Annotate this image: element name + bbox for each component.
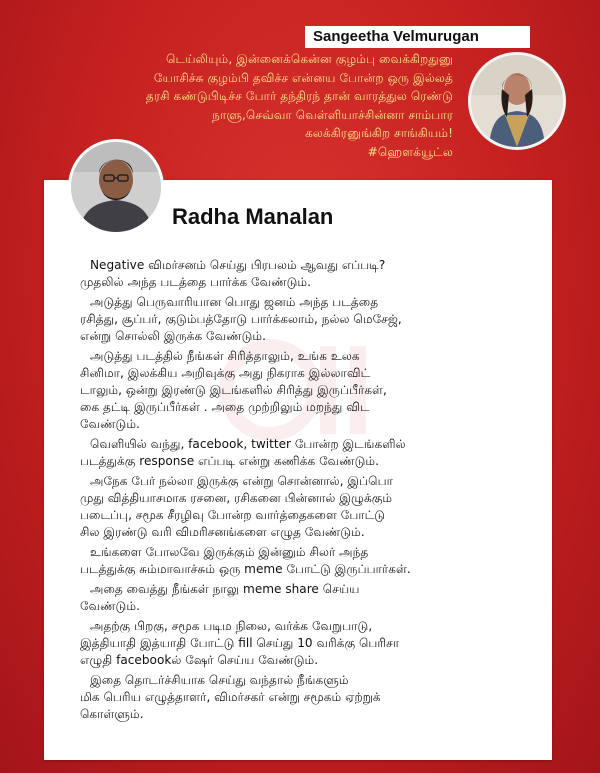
- article-line: கை தட்டி இருப்பீர்கள் . அதை முற்றிலும் மறந்து விட: [80, 400, 370, 414]
- article-line: வெளியில் வந்து, facebook, twitter போன்ற இடங்களில்: [90, 437, 406, 451]
- article-line: படத்துக்கு response எப்படி என்று கணிக்க வேண்டும்.: [80, 454, 380, 468]
- article-paragraph: [80, 544, 542, 578]
- article-paragraph: [80, 473, 542, 541]
- article-paragraph: [80, 581, 542, 615]
- top-quote-line: டெய்லியும், இன்னைக்கென்ன குழம்பு வைக்கிறதுனு: [166, 52, 453, 66]
- top-quote-line: நாளு,செவ்வா வெள்ளியாச்சின்னா சாம்பார: [212, 107, 453, 122]
- article-line: இதை தொடர்ச்சியாக செய்து வந்தால் நீங்களும்: [90, 673, 349, 687]
- top-author-name: Sangeetha Velmurugan: [305, 26, 530, 48]
- top-quote-line: கலக்கிரனுங்கிற சாங்கியம்!: [305, 126, 453, 140]
- main-author-avatar: [68, 139, 164, 235]
- article-body: [80, 257, 542, 723]
- article-line: வேண்டும்.: [80, 417, 140, 431]
- article-line: அதற்கு பிறகு, சமூக படிம நிலை, வர்க்க வேறுபாடு,: [90, 619, 373, 633]
- article-line: ரசித்து, சூப்பர், குடும்பத்தோடு பார்க்கலாம், நல்ல மெசேஜ்,: [80, 312, 402, 326]
- article-line: முது வித்தியாசமாக ரசனை, ரசிகனை பின்னால் இழுக்கும்: [80, 491, 393, 505]
- main-author-name: Radha Manalan: [172, 204, 334, 229]
- article-paragraph: [80, 294, 542, 345]
- article-paragraph: [80, 618, 542, 669]
- article-line: சினிமா, இலக்கிய அறிவுக்கு அது நிகராக இல்லாவிட்: [80, 366, 371, 380]
- article-line: மிக பெரிய எழுத்தாளர், விமர்சகர் என்று சமூகம் ஏற்றுக்: [80, 690, 381, 704]
- article-line: கொள்ளும்.: [80, 707, 144, 721]
- article-line: அடுத்து படத்தில் நீங்கள் சிரித்தாலும், உங்க உலக: [90, 349, 360, 363]
- article-line: இத்தியாதி இத்யாதி போட்டு fill செய்து 10 வரிக்கு பெரிசா: [80, 636, 400, 650]
- article-paragraph: [80, 672, 542, 723]
- article-paragraph: [80, 348, 542, 433]
- article-line: அநேக பேர் நல்லா இருக்கு என்று சொன்னால், இப்பொ: [90, 474, 393, 488]
- top-quote-line: யோசிச்சு குழம்பி தவிச்ச என்னய போன்ற ஒரு இல்லத்: [153, 70, 453, 85]
- top-author-avatar: [468, 52, 566, 150]
- article-line: அடுத்து பெருவாரியான பொது ஜனம் அந்த படத்தை: [90, 295, 379, 309]
- article-line: உங்களை போலவே இருக்கும் இன்னும் சிலர் அந்த: [90, 545, 369, 559]
- article-line: Negative விமர்சனம் செய்து பிரபலம் ஆவது எப்படி?: [90, 258, 386, 272]
- article-paragraph: [80, 257, 542, 291]
- hashtag: #ஹௌக்யூட்ல: [367, 144, 453, 159]
- article-line: டாலும், ஒன்று இரண்டு இடங்களில் சிரித்து இருப்பீர்கள்,: [80, 383, 387, 397]
- article-line: எழுதி facebookல் ஷேர் செய்ய வேண்டும்.: [80, 653, 319, 667]
- article-line: வேண்டும்.: [80, 599, 140, 613]
- article-paragraph: [80, 436, 542, 470]
- article-line: படத்துக்கு சும்மாவாச்சும் ஒரு meme போட்டு இருப்பார்கள்.: [80, 562, 411, 576]
- article-line: முதலில் அந்த படத்தை பார்க்க வேண்டும்.: [80, 275, 311, 289]
- article-line: சில இரண்டு வரி விமரிசனங்களை எழுத வேண்டும்.: [80, 525, 365, 539]
- article-line: அதை வைத்து நீங்கள் நாலு meme share செய்ய: [90, 582, 360, 596]
- top-quote-line: தரசி கண்டுபிடிச்ச போர் தந்திரந் தான் வாரத்துல ரெண்டு: [145, 89, 453, 103]
- article-line: படைப்பு, சமூக சீரழிவு போன்ற வார்த்தைகளை போட்டு: [80, 508, 386, 522]
- article-line: என்று சொல்லி இருக்க வேண்டும்.: [80, 329, 266, 343]
